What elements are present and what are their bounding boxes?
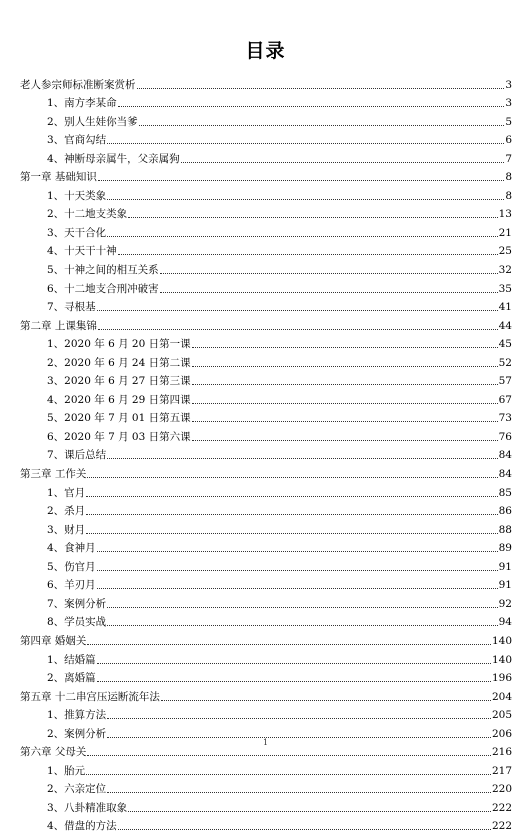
dot-leader	[118, 254, 498, 255]
toc-section-entry[interactable]	[20, 704, 512, 723]
toc-entry-page: 7	[505, 152, 512, 165]
toc-section-entry[interactable]	[20, 203, 512, 222]
toc-entry-label: 1、结婚篇	[47, 653, 96, 666]
dot-leader	[107, 199, 504, 200]
dot-leader	[97, 681, 491, 682]
dot-leader	[192, 366, 498, 367]
toc-entry-page: 140	[491, 653, 512, 666]
toc-chapter-entry[interactable]	[20, 685, 512, 704]
toc-section-entry[interactable]	[20, 407, 512, 426]
toc-entry-page: 45	[498, 338, 512, 351]
toc-entry-page: 216	[491, 746, 512, 759]
toc-entry-label: 2、六亲定位	[47, 783, 107, 796]
toc-entry-label: 7、案例分析	[47, 597, 107, 610]
toc-entry-label: 6、羊刃月	[47, 579, 96, 592]
toc-entry-page: 89	[498, 542, 512, 555]
toc-section-entry[interactable]	[20, 277, 512, 296]
dot-leader	[160, 273, 498, 274]
dot-leader	[161, 700, 491, 701]
toc-entry-label: 3、天干合化	[47, 226, 107, 239]
toc-section-entry[interactable]	[20, 648, 512, 667]
toc-entry-page: 204	[491, 690, 512, 703]
toc-entry-label: 5、2020 年 7 月 01 日第五课	[47, 412, 191, 425]
toc-section-entry[interactable]	[20, 815, 512, 833]
dot-leader	[192, 347, 498, 348]
dot-leader	[192, 384, 498, 385]
toc-entry-page: 73	[498, 412, 512, 425]
toc-section-entry[interactable]	[20, 221, 512, 240]
toc-section-entry[interactable]	[20, 444, 512, 463]
toc-section-entry[interactable]	[20, 555, 512, 574]
toc-entry-label: 4、神断母亲属牛，父亲属狗	[47, 152, 180, 165]
toc-section-entry[interactable]	[20, 129, 512, 148]
toc-entry-label: 7、寻根基	[47, 301, 96, 314]
toc-entry-page: 44	[498, 319, 512, 332]
toc-entry-label: 6、十二地支合刑冲破害	[47, 282, 159, 295]
toc-section-entry[interactable]	[20, 481, 512, 500]
toc-entry-label: 第四章 婚姻关	[20, 634, 87, 647]
page-title: 目录	[245, 40, 286, 62]
toc-entry-page: 84	[498, 468, 512, 481]
toc-section-entry[interactable]	[20, 592, 512, 611]
toc-chapter-entry[interactable]	[20, 462, 512, 481]
toc-entry-page: 5	[505, 115, 512, 128]
toc-entry-label: 3、财月	[47, 523, 86, 536]
dot-leader	[107, 625, 497, 626]
dot-leader	[137, 88, 505, 89]
toc-entry-page: 21	[498, 226, 512, 239]
toc-section-entry[interactable]	[20, 537, 512, 556]
dot-leader	[107, 607, 497, 608]
toc-entry-label: 2、2020 年 6 月 24 日第二课	[47, 356, 191, 369]
dot-leader	[87, 755, 491, 756]
toc-section-entry[interactable]	[20, 147, 512, 166]
toc-entry-page: 85	[498, 486, 512, 499]
toc-entry-page: 196	[491, 672, 512, 685]
toc-entry-page: 222	[491, 820, 512, 833]
toc-entry-label: 老人参宗师标准断案赏析	[20, 78, 136, 91]
dot-leader	[87, 644, 491, 645]
toc-entry-page: 13	[498, 208, 512, 221]
dot-leader	[107, 718, 491, 719]
dot-leader	[118, 106, 505, 107]
dot-leader	[98, 329, 498, 330]
toc-entry-page: 205	[491, 709, 512, 722]
toc-entry-page: 88	[498, 523, 512, 536]
toc-section-entry[interactable]	[20, 258, 512, 277]
dot-leader	[192, 403, 498, 404]
toc-entry-label: 2、别人生娃你当爹	[47, 115, 138, 128]
dot-leader	[160, 292, 498, 293]
toc-section-entry[interactable]	[20, 667, 512, 686]
toc-entry-page: 8	[505, 171, 512, 184]
toc-entry-label: 8、学员实战	[47, 616, 107, 629]
toc-entry-page: 94	[498, 616, 512, 629]
toc-entry-label: 第五章 十二串宫压运断流年法	[20, 690, 160, 703]
toc-entry-page: 140	[491, 634, 512, 647]
dot-leader	[86, 774, 491, 775]
toc-entry-page: 32	[498, 264, 512, 277]
toc-section-entry[interactable]	[20, 110, 512, 129]
toc-entry-label: 第三章 工作关	[20, 468, 87, 481]
toc-entry-label: 4、食神月	[47, 542, 96, 555]
dot-leader	[107, 236, 497, 237]
toc-entry-label: 5、伤官月	[47, 560, 96, 573]
toc-section-entry[interactable]	[20, 388, 512, 407]
toc-entry-page: 84	[498, 449, 512, 462]
toc-section-entry[interactable]	[20, 351, 512, 370]
toc-entry-label: 7、课后总结	[47, 449, 107, 462]
toc-section-entry[interactable]	[20, 240, 512, 259]
toc-entry-page: 3	[505, 78, 512, 91]
dot-leader	[192, 440, 498, 441]
toc-entry-page: 206	[491, 727, 512, 740]
dot-leader	[118, 829, 491, 830]
toc-entry-label: 1、十天类象	[47, 189, 107, 202]
toc-entry-label: 6、2020 年 7 月 03 日第六课	[47, 430, 191, 443]
toc-entry-page: 8	[505, 189, 512, 202]
toc-section-entry[interactable]	[20, 296, 512, 315]
toc-entry-label: 1、2020 年 6 月 20 日第一课	[47, 338, 191, 351]
toc-entry-label: 2、离婚篇	[47, 672, 96, 685]
toc-entry-label: 4、2020 年 6 月 29 日第四课	[47, 393, 191, 406]
toc-entry-label: 3、八卦精准取象	[47, 801, 128, 814]
toc-entry-page: 91	[498, 560, 512, 573]
toc-entry-page: 91	[498, 579, 512, 592]
dot-leader	[181, 162, 505, 163]
toc-chapter-entry[interactable]	[20, 73, 512, 92]
dot-leader	[107, 792, 491, 793]
toc-entry-label: 1、胎元	[47, 764, 86, 777]
toc-section-entry[interactable]	[20, 611, 512, 630]
toc-section-entry[interactable]	[20, 518, 512, 537]
dot-leader	[192, 421, 498, 422]
dot-leader	[97, 663, 491, 664]
dot-leader	[107, 458, 497, 459]
toc-entry-label: 2、杀月	[47, 505, 86, 518]
toc-entry-label: 2、十二地支类象	[47, 208, 128, 221]
toc-section-entry[interactable]	[20, 759, 512, 778]
dot-leader	[97, 551, 498, 552]
toc-section-entry[interactable]	[20, 778, 512, 797]
toc-entry-page: 86	[498, 505, 512, 518]
dot-leader	[139, 125, 505, 126]
toc-entry-page: 57	[498, 375, 512, 388]
toc-entry-page: 35	[498, 282, 512, 295]
dot-leader	[97, 310, 498, 311]
dot-leader	[86, 514, 497, 515]
dot-leader	[86, 533, 497, 534]
toc-entry-page: 222	[491, 801, 512, 814]
toc-entry-label: 4、十天干十神	[47, 245, 117, 258]
toc-entry-label: 3、2020 年 6 月 27 日第三课	[47, 375, 191, 388]
toc-section-entry[interactable]	[20, 500, 512, 519]
toc-chapter-entry[interactable]	[20, 166, 512, 185]
toc-chapter-entry[interactable]	[20, 314, 512, 333]
toc-section-entry[interactable]	[20, 184, 512, 203]
toc-entry-page: 92	[498, 597, 512, 610]
toc-entry-label: 第六章 父母关	[20, 746, 87, 759]
toc-entry-label: 3、官商勾结	[47, 134, 107, 147]
toc-chapter-entry[interactable]	[20, 629, 512, 648]
toc-entry-page: 76	[498, 430, 512, 443]
toc-section-entry[interactable]	[20, 333, 512, 352]
toc-section-entry[interactable]	[20, 796, 512, 815]
toc-entry-label: 1、南方李某命	[47, 97, 117, 110]
table-of-contents	[20, 73, 512, 833]
toc-entry-page: 220	[491, 783, 512, 796]
dot-leader	[107, 143, 504, 144]
toc-section-entry[interactable]	[20, 425, 512, 444]
toc-entry-page: 25	[498, 245, 512, 258]
toc-entry-page: 52	[498, 356, 512, 369]
dot-leader	[87, 477, 497, 478]
toc-section-entry[interactable]	[20, 574, 512, 593]
dot-leader	[98, 180, 504, 181]
toc-entry-page: 3	[505, 97, 512, 110]
toc-entry-page: 6	[505, 134, 512, 147]
dot-leader	[97, 570, 498, 571]
dot-leader	[86, 496, 497, 497]
toc-entry-page: 41	[498, 301, 512, 314]
toc-entry-page: 67	[498, 393, 512, 406]
toc-entry-label: 4、借盘的方法	[47, 820, 117, 833]
toc-entry-label: 5、十神之间的相互关系	[47, 264, 159, 277]
dot-leader	[128, 217, 497, 218]
toc-entry-label: 2、案例分析	[47, 727, 107, 740]
toc-entry-label: 第一章 基础知识	[20, 171, 97, 184]
toc-entry-label: 第二章 上课集锦	[20, 319, 97, 332]
toc-entry-label: 1、官月	[47, 486, 86, 499]
dot-leader	[97, 588, 498, 589]
dot-leader	[128, 811, 491, 812]
page-number: 1	[262, 738, 269, 747]
toc-section-entry[interactable]	[20, 370, 512, 389]
toc-entry-label: 1、推算方法	[47, 709, 107, 722]
toc-section-entry[interactable]	[20, 92, 512, 111]
toc-entry-page: 217	[491, 764, 512, 777]
